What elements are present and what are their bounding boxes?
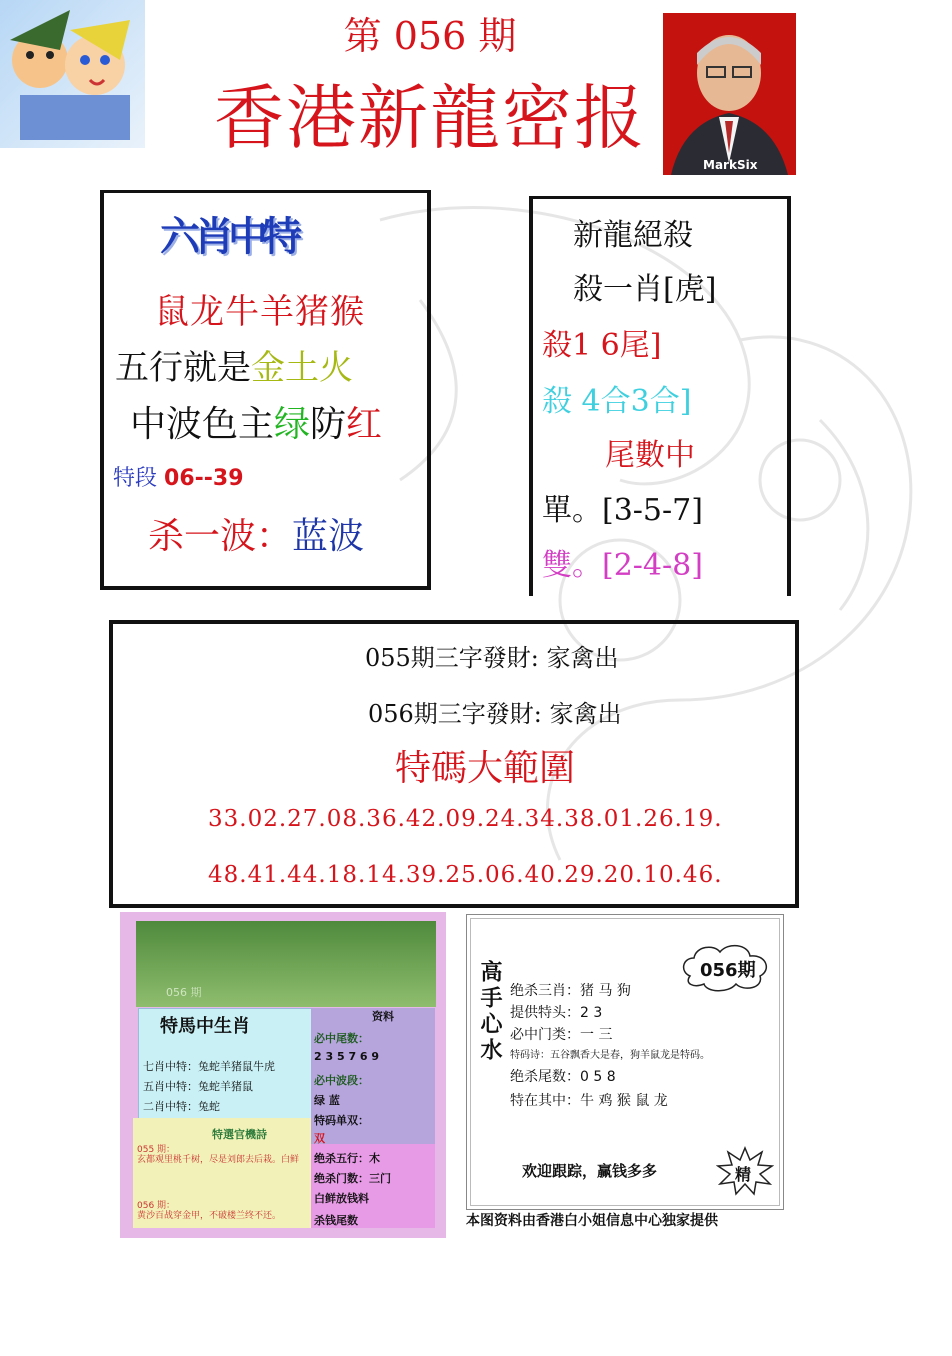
- wave-color-label: 中波色主: [130, 404, 275, 445]
- numbers-row-2: 48.41.44.18.14.39.25.06.40.29.20.10.46.: [208, 862, 723, 888]
- side-item: 白鲜放钱料: [314, 1192, 369, 1205]
- expert-line: 绝杀三肖：猪 马 狗: [510, 983, 631, 999]
- stamp-text: 精: [735, 1165, 752, 1184]
- five-elements-value: 金土火: [251, 348, 353, 388]
- tail-hit: 尾數中: [605, 438, 695, 473]
- expert-title: 高手心水: [477, 960, 502, 1064]
- bubble-issue: 056期: [700, 960, 756, 981]
- zodiac-row: 二肖中特：兔蛇: [143, 1100, 220, 1113]
- prev-poem-text: 玄都观里桃千树，尽是刘郎去后栽。白鲜: [137, 1155, 300, 1165]
- five-elements-line: [115, 340, 353, 389]
- zodiac-row: 七肖中特：兔蛇羊猪鼠牛虎: [143, 1060, 275, 1073]
- side-item: 必中尾数：: [314, 1032, 369, 1045]
- numbers-row-1: 33.02.27.08.36.42.09.24.34.38.01.26.19.: [208, 806, 723, 832]
- prev-fortune-line: 055期三字發財: 家禽出: [365, 644, 619, 672]
- wave-mid: 防: [310, 404, 347, 445]
- side-item: 绝杀门数：三门: [314, 1172, 391, 1185]
- side-item: 杀钱尾数: [314, 1214, 358, 1227]
- expert-line: 绝杀尾数：0 5 8: [510, 1069, 616, 1085]
- expert-line: 提供特头：2 3: [510, 1005, 603, 1021]
- side-item: 2 3 5 7 6 9: [314, 1050, 380, 1063]
- portrait-watermark: MarkSix: [703, 158, 758, 172]
- wave-guard: 红: [346, 404, 383, 445]
- double-line: 雙。[2-4-8]: [542, 548, 703, 583]
- expert-line: 特在其中：牛 鸡 猴 鼠 龙: [510, 1093, 668, 1109]
- wave-main: 绿: [274, 404, 311, 445]
- zodiac-list: 鼠龙牛羊猪猴: [155, 292, 365, 332]
- side-item: 绝杀五行：木: [314, 1152, 380, 1165]
- kill-zodiac: 殺一肖[虎]: [573, 272, 717, 307]
- range-title: 特碼大範圍: [395, 748, 576, 789]
- six-zodiac-banner: 六肖中特: [160, 214, 296, 260]
- side-item: 必中波段：: [314, 1074, 369, 1087]
- single-line: 單。[3-5-7]: [542, 493, 703, 528]
- expert-line: 特码诗：五谷飘香大是春，狗羊鼠龙是特码。: [510, 1050, 710, 1061]
- zodiac-row: 五肖中特：兔蛇羊猪鼠: [143, 1080, 253, 1093]
- expert-line: 必中门类：一 三: [510, 1027, 613, 1043]
- kill-tail: 殺1 6尾]: [542, 328, 662, 363]
- five-elements-label: 五行就是: [115, 348, 251, 388]
- current-fortune-line: 056期三字發財: 家禽出: [368, 700, 622, 728]
- side-item: 绿 蓝: [314, 1094, 340, 1107]
- cartoon-image: [0, 0, 145, 148]
- portrait-photo: [663, 13, 796, 175]
- poem-title: 特選官機詩: [212, 1128, 267, 1141]
- page-title: 香港新龍密报: [214, 77, 646, 159]
- issue-number: 第 056 期: [343, 14, 517, 58]
- wave-color-line: [130, 396, 382, 447]
- special-range: [113, 461, 244, 492]
- kill-wave-line: [148, 508, 364, 559]
- footer-credit: 本图资料由香港白小姐信息中心独家提供: [466, 1213, 718, 1229]
- right-title: 新龍絕殺: [573, 218, 693, 253]
- prev-poem-label: 055 期：: [137, 1145, 176, 1155]
- side-item: 特码单双：: [314, 1114, 369, 1127]
- cur-poem-text: 黄沙百战穿金甲，不破楼兰终不还。: [137, 1211, 282, 1221]
- special-label: 特段: [113, 466, 158, 491]
- slogan: 欢迎跟踪，赢钱多多: [522, 1162, 658, 1180]
- kill-he: 殺 4合3合]: [542, 384, 692, 419]
- bottom-left-issue: 056 期: [166, 986, 202, 999]
- kill-wave-label: 杀一波：: [148, 516, 293, 557]
- side-title: 资料: [372, 1010, 394, 1023]
- kill-wave-value: 蓝波: [292, 516, 365, 557]
- zodiac-box-title: 特馬中生肖: [160, 1016, 250, 1037]
- special-value: 06--39: [164, 466, 244, 491]
- side-item: 双: [314, 1132, 325, 1145]
- cur-poem-label: 056 期：: [137, 1201, 176, 1211]
